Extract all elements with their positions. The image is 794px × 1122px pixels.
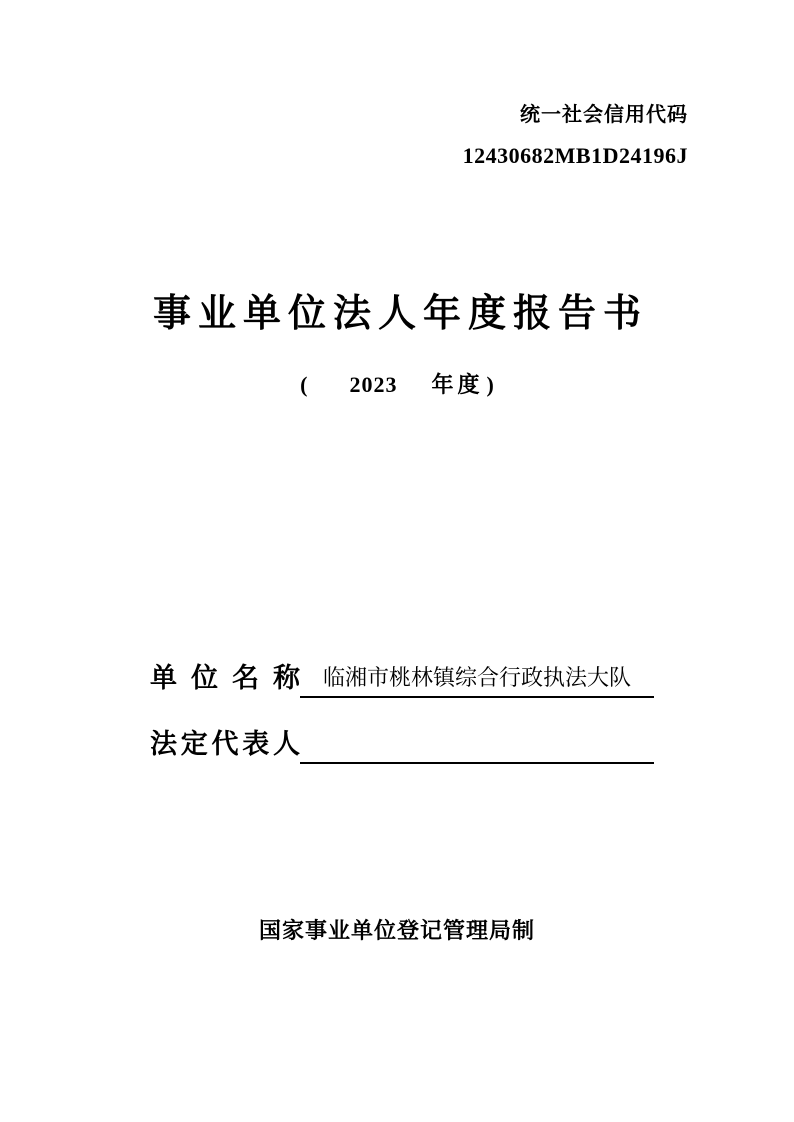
unit-name-label: 单位名称 [150, 663, 300, 693]
credit-code-block [463, 103, 688, 169]
year-value: 2023 [349, 372, 398, 397]
legal-representative-underline [300, 728, 654, 764]
year-close-paren: ) [486, 372, 494, 397]
unit-name-value: 临湘市桃林镇综合行政执法大队 [322, 665, 631, 690]
credit-code-value: 12430682MB1D24196J [462, 143, 688, 168]
publisher-line: 国家事业单位登记管理局制 [258, 918, 535, 943]
legal-representative-label: 法定代表人 [150, 729, 300, 759]
year-suffix-label: 年度 [431, 372, 484, 397]
year-open-paren: ( [300, 372, 308, 397]
unit-name-underline [300, 662, 654, 698]
page-title: 事业单位法人年度报告书 [152, 293, 648, 335]
credit-code-label: 统一社会信用代码 [520, 104, 688, 126]
year-line [0, 371, 794, 399]
